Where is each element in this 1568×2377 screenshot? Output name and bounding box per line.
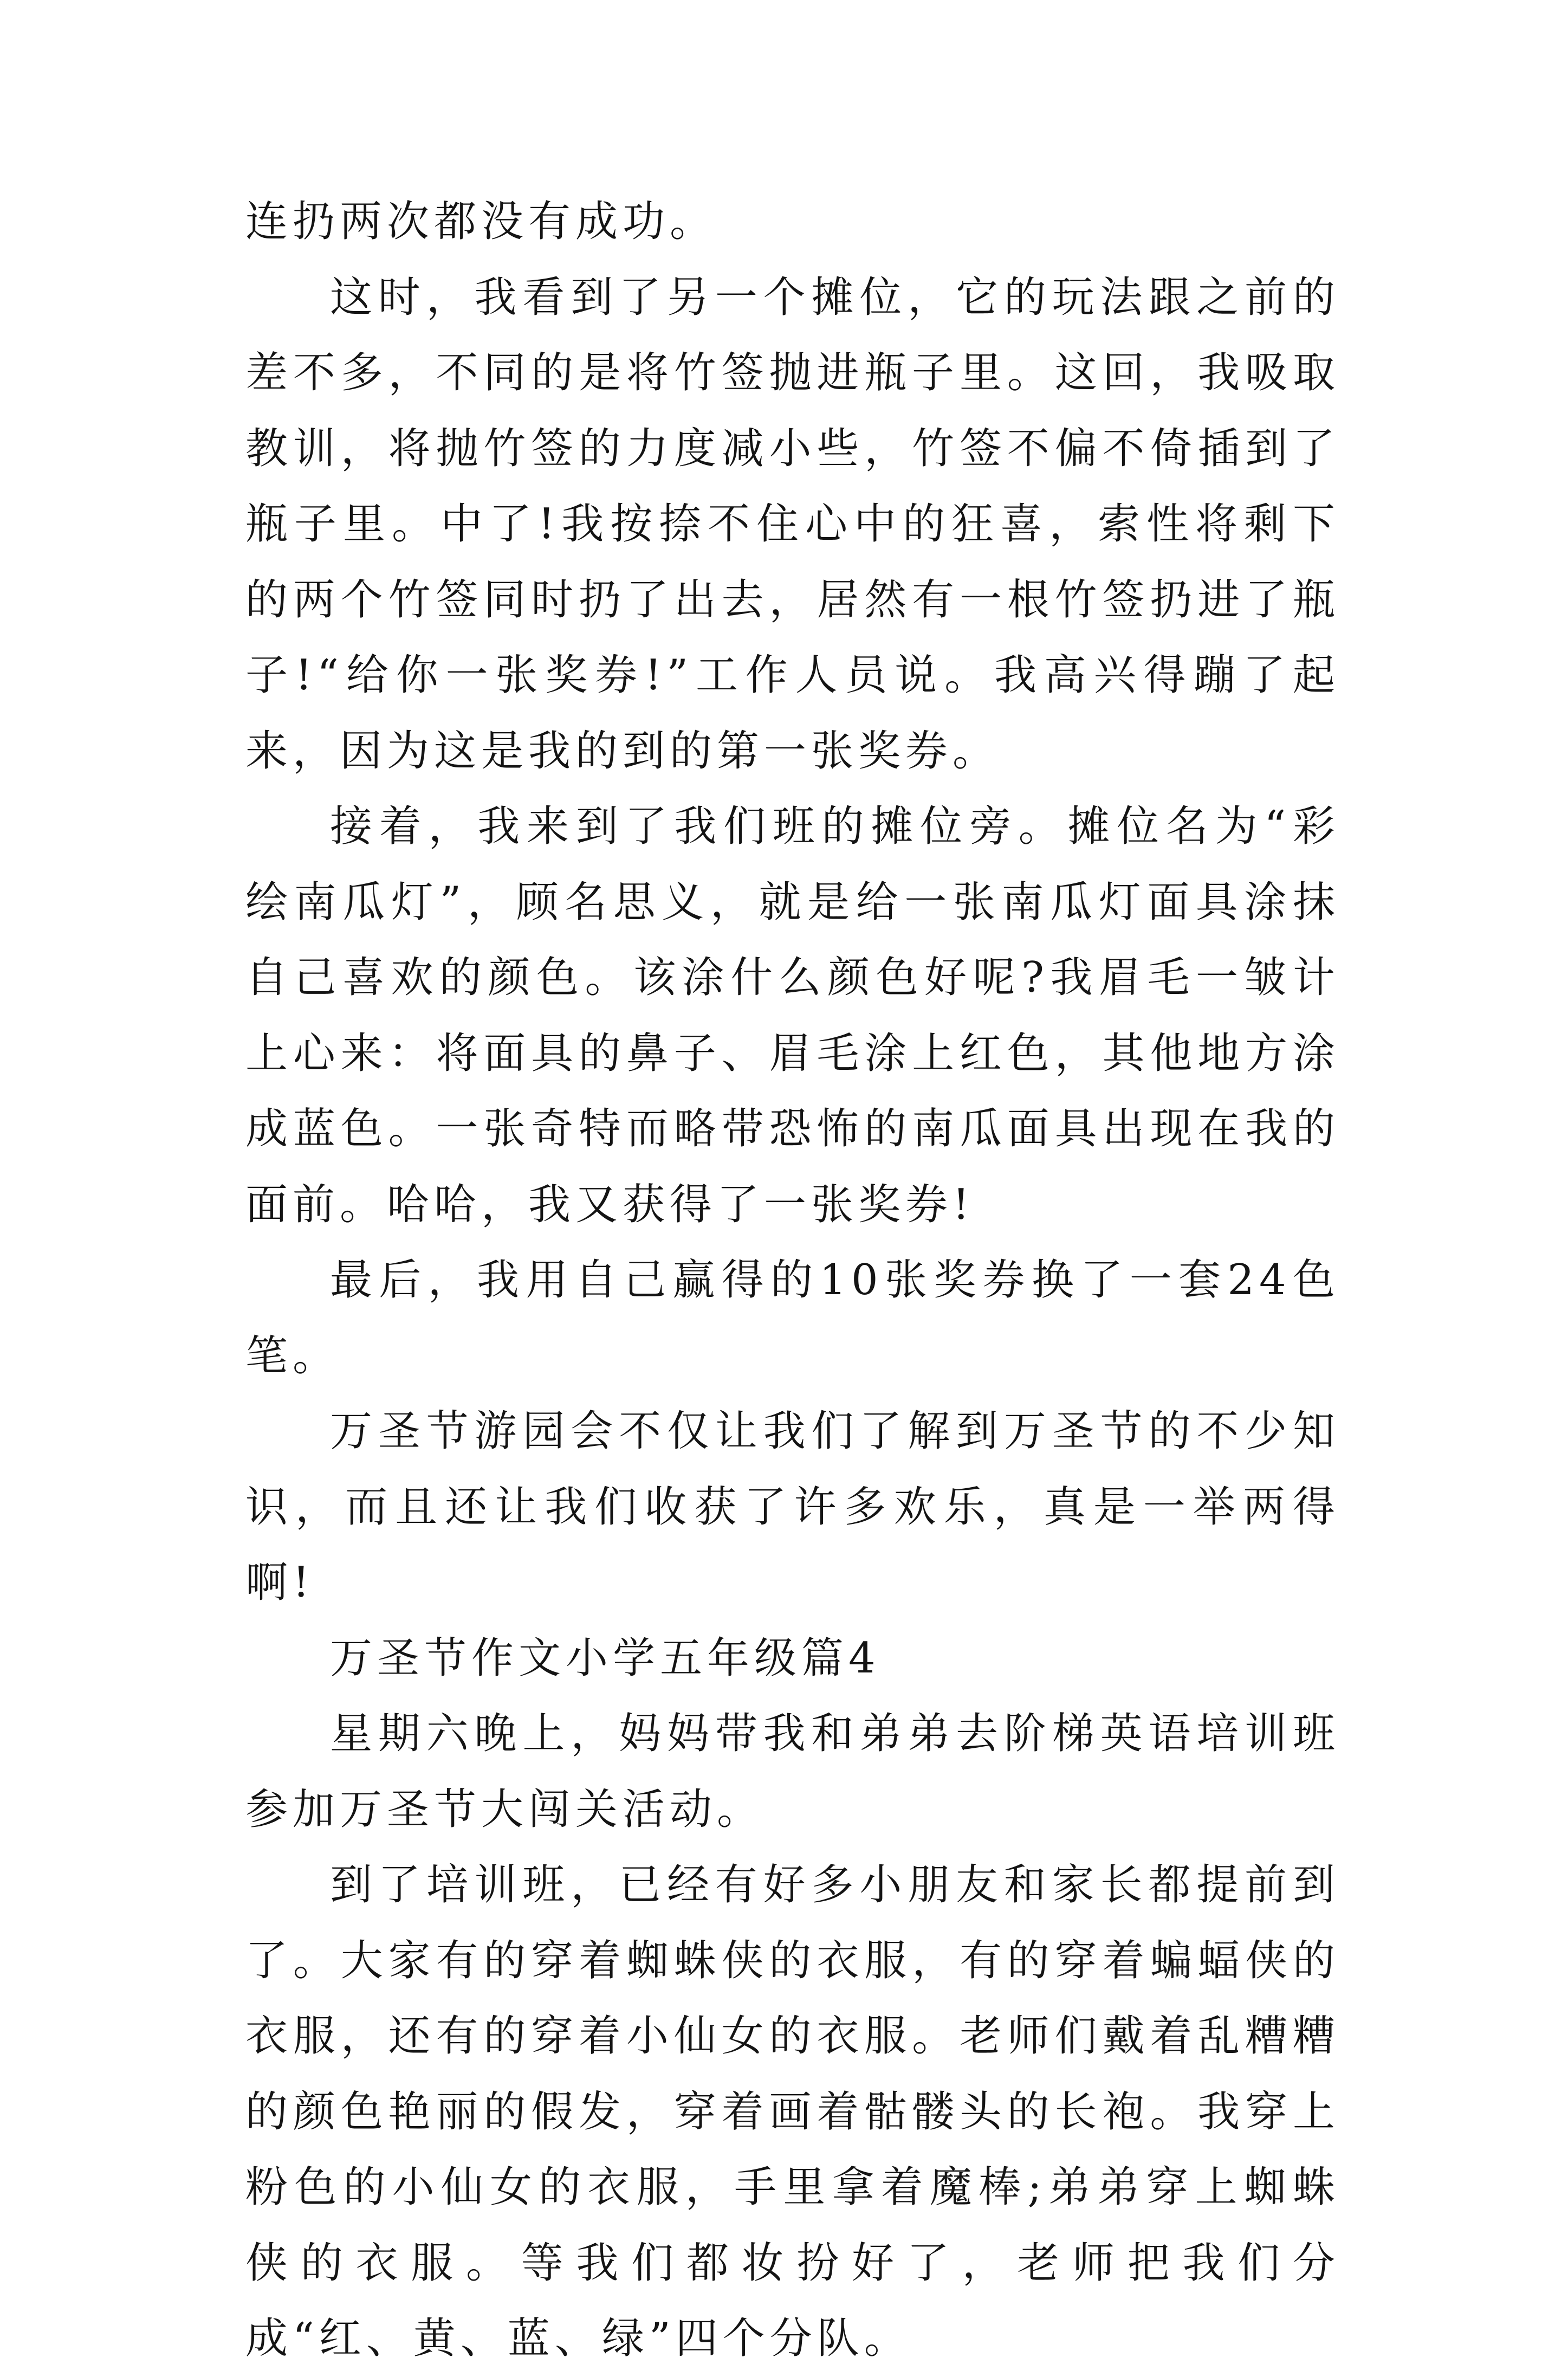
section-heading: 万圣节作文小学五年级篇4 (330, 1633, 880, 1683)
paragraph-4: 最后，我用自己赢得的10张奖券换了一套24色笔。 (245, 1256, 1340, 1380)
paragraph-3: 接着，我来到了我们班的摊位旁。摊位名为“彩绘南瓜灯”，顾名思义，就是给一张南瓜灯面具涂抹自己喜欢的颜色。该涂什么颜色好呢?我眉毛一皱计上心来：将面具的鼻子、眉毛涂上红色，其他地方涂成蓝色。一张奇特而略带恐怖的南瓜面具出现在我的面前。哈哈，我又获得了一张奖券! (245, 802, 1340, 1229)
paragraph-1: 连扔两次都没有成功。 (245, 197, 717, 246)
paragraph-6: 星期六晚上，妈妈带我和弟弟去阶梯英语培训班参加万圣节大闯关活动。 (245, 1709, 1340, 1834)
paragraph-7: 到了培训班，已经有好多小朋友和家长都提前到了。大家有的穿着蜘蛛侠的衣服，有的穿着蝙蝠侠的衣服，还有的穿着小仙女的衣服。老师们戴着乱糟糟的颜色艳丽的假发，穿着画着骷髅头的长袍。我穿上粉色的小仙女的衣服，手里拿着魔棒;弟弟穿上蜘蛛侠的衣服。等我们都妆扮好了，老师把我们分成“红、黄、蓝、绿”四个分队。 (245, 1861, 1340, 2363)
paragraph-2: 这时，我看到了另一个摊位，它的玩法跟之前的差不多，不同的是将竹签抛进瓶子里。这回，我吸取教训，将抛竹签的力度减小些，竹签不偏不倚插到了瓶子里。中了!我按捺不住心中的狂喜，索性将剩下的两个竹签同时扔了出去，居然有一根竹签扔进了瓶子!“给你一张奖券!”工作人员说。我高兴得蹦了起来，因为这是我的到的第一张奖券。 (245, 273, 1340, 776)
document-body (245, 184, 1340, 2377)
paragraph-5: 万圣节游园会不仅让我们了解到万圣节的不少知识，而且还让我们收获了许多欢乐，真是一举两得啊! (245, 1407, 1340, 1607)
